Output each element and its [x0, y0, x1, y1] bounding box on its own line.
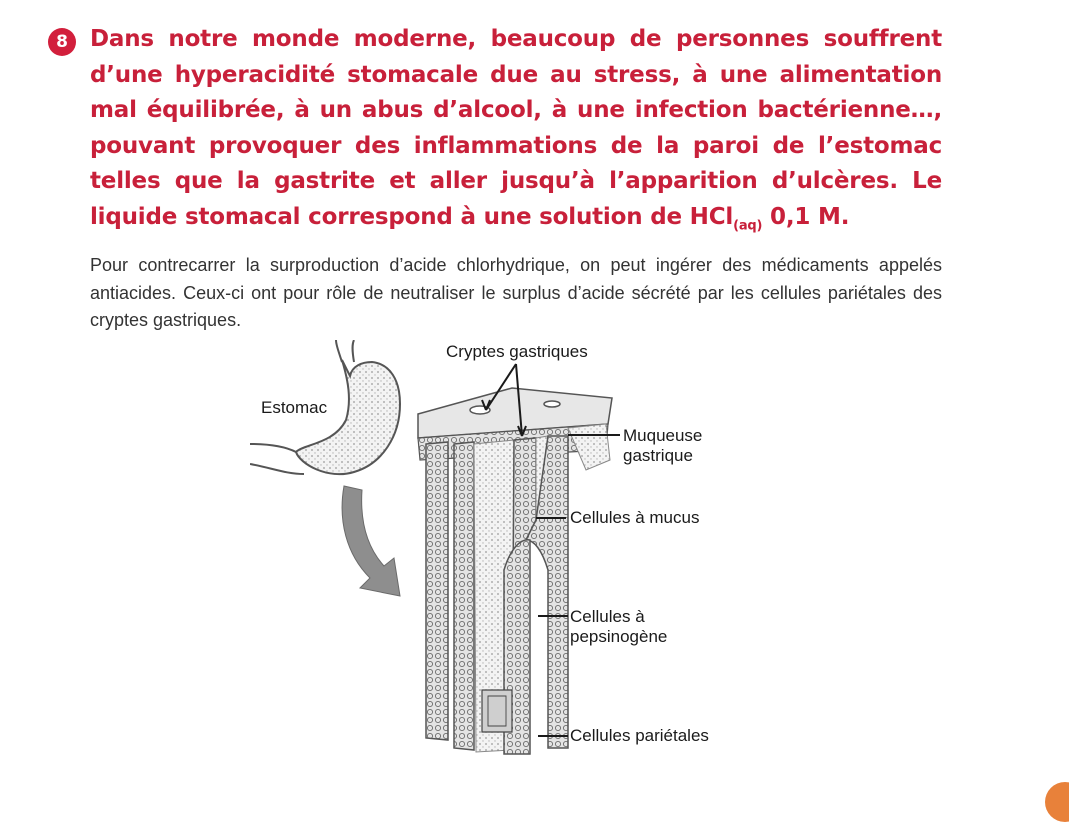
page-corner-tab — [1045, 782, 1069, 822]
gastric-crypt-illustration — [250, 340, 750, 770]
intro-end-text: 0,1 M. — [762, 203, 850, 230]
label-muqueuse-line2: gastrique — [623, 446, 693, 465]
label-estomac: Estomac — [261, 398, 328, 417]
crypt-tubes — [426, 436, 568, 754]
label-muqueuse-line1: Muqueuse — [623, 426, 703, 445]
label-cryptes-gastriques: Cryptes gastriques — [446, 342, 588, 361]
exercise-intro — [90, 22, 942, 235]
intro-main-text: Dans notre monde moderne, beaucoup de personnes souffrent d’une hyperacidité stomacale due au stress, à une alimentation mal équilibrée, à un abus d’alcool, à une infection bactérienne…, pouvant provoquer des inflammations de la paroi de l’estomac telles que la gastrite et aller jusqu’à l’apparition d’ulcères. Le liquide stomacal correspond à une solution de HCl — [90, 26, 942, 230]
label-cellules-parietales: Cellules pariétales — [570, 726, 709, 745]
body-paragraph: Pour contrecarrer la surproduction d’acide chlorhydrique, on peut ingérer des médicaments appelés antiacides. Ceux-ci ont pour rôle de neutraliser le surplus d’acide sécrété par les cellules pariétales des cryptes gastriques. — [90, 255, 942, 330]
label-cellules-mucus: Cellules à mucus — [570, 508, 700, 527]
intro-subscript: (aq) — [733, 218, 763, 234]
zoom-arrow — [342, 486, 400, 596]
exercise-number-badge: 8 — [48, 28, 76, 56]
label-pepsinogene-line2: pepsinogène — [570, 627, 668, 646]
label-pepsinogene-line1: Cellules à — [570, 607, 645, 626]
